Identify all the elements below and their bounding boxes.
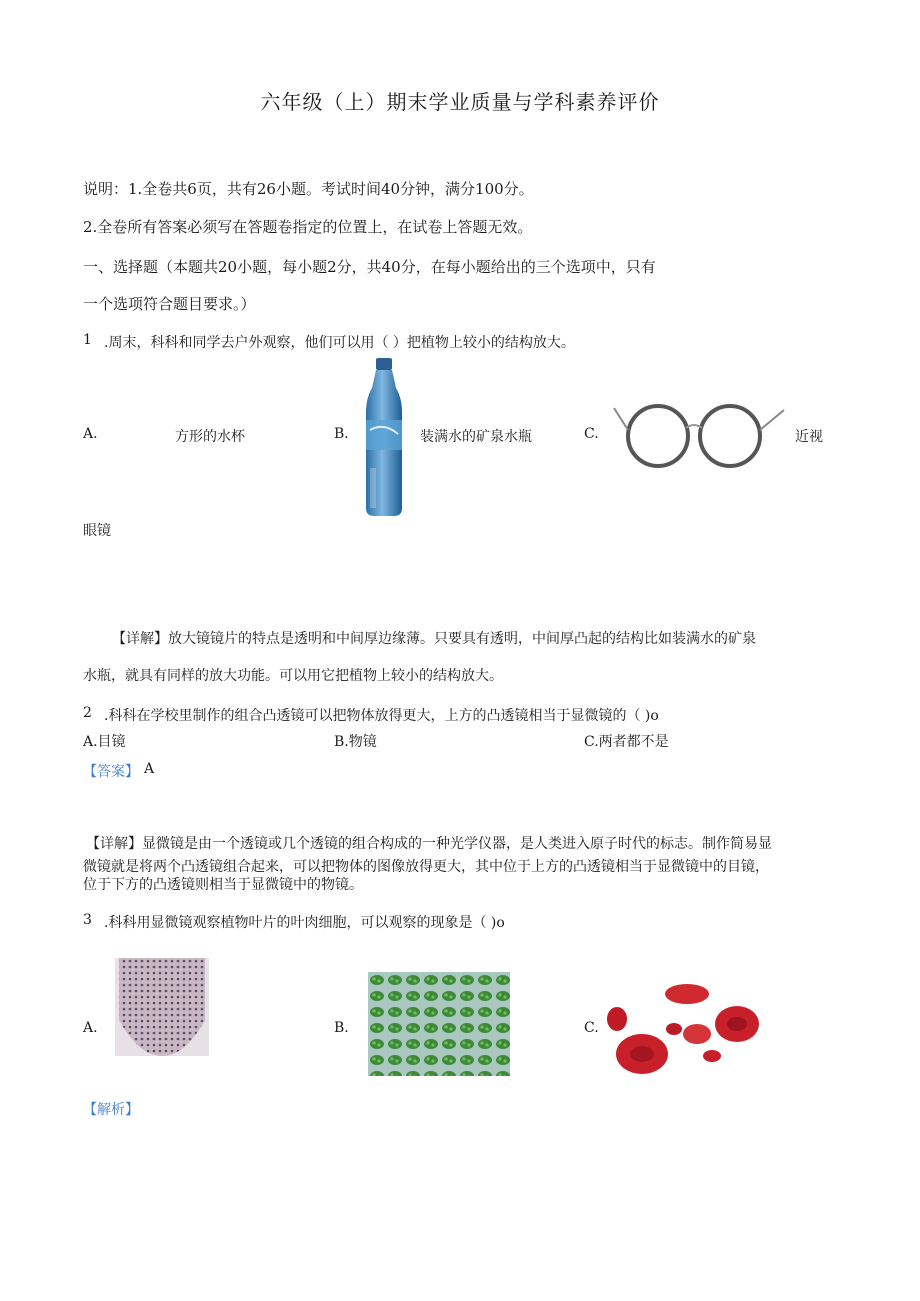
- red-blood-cells-image: [602, 984, 764, 1084]
- section-heading-line-1: 一、选择题（本题共20小题，每小题2分，共40分，在每小题给出的三个选项中，只有: [83, 258, 656, 276]
- glasses-image: [610, 398, 786, 470]
- q1-text: .周末，科科和同学去户外观察，他们可以用（ ）把植物上较小的结构放大。: [104, 335, 575, 351]
- q3-option-a-label: A.: [83, 1020, 98, 1036]
- root-tip-cells-image: [115, 958, 209, 1056]
- q1-option-a-label: A.: [83, 426, 98, 442]
- q2-text: .科科在学校里制作的组合凸透镜可以把物体放得更大，上方的凸透镜相当于显微镜的（ )o: [104, 708, 659, 724]
- q2-detail-line-2: 微镜就是将两个凸透镜组合起来，可以把物体的图像放得更大，其中位于上方的凸透镜相当于显微镜中的目镜，: [83, 859, 769, 875]
- q2-option-b: B.物镜: [334, 734, 377, 750]
- q2-detail-line-3: 位于下方的凸透镜则相当于显微镜中的物镜。: [83, 877, 363, 893]
- instruction-line-2: 2.全卷所有答案必须写在答题卷指定的位置上，在试卷上答题无效。: [83, 218, 533, 236]
- q2-answer-label: 【答案】: [83, 764, 139, 780]
- page-title: 六年级（上）期末学业质量与学科素养评价: [260, 90, 660, 114]
- q1-option-b-text: 装满水的矿泉水瓶: [420, 429, 532, 445]
- q3-number: 3: [83, 912, 92, 928]
- q3-option-b-label: B.: [334, 1020, 349, 1036]
- q1-option-c-text-1: 近视: [795, 429, 823, 445]
- q3-option-c-label: C.: [584, 1020, 599, 1036]
- q1-option-b-label: B.: [334, 426, 349, 442]
- q1-option-c-label: C.: [584, 426, 599, 442]
- q3-analysis-label: 【解析】: [83, 1102, 139, 1118]
- instruction-line-1: 说明：1.全卷共6页，共有26小题。考试时间40分钟，满分100分。: [83, 180, 534, 198]
- q2-answer-value: A: [144, 761, 155, 777]
- q2-number: 2: [83, 705, 92, 721]
- water-bottle-image: [358, 358, 410, 518]
- q1-detail-line-2: 水瓶，就具有同样的放大功能。可以用它把植物上较小的结构放大。: [83, 668, 503, 684]
- q1-option-c-text-2: 眼镜: [83, 523, 111, 539]
- q3-text: .科科用显微镜观察植物叶片的叶肉细胞，可以观察的现象是（ )o: [104, 915, 505, 931]
- q2-option-a: A.目镜: [83, 734, 126, 750]
- q1-option-a-text: 方形的水杯: [175, 429, 245, 445]
- q1-detail-line-1: 【详解】放大镜镜片的特点是透明和中间厚边缘薄。只要具有透明，中间厚凸起的结构比如装满水的矿泉: [112, 631, 756, 647]
- section-heading-line-2: 一个选项符合题目要求。）: [83, 295, 256, 313]
- q1-number: 1: [83, 332, 92, 348]
- q2-option-c: C.两者都不是: [584, 734, 669, 750]
- leaf-cells-image: [368, 972, 510, 1076]
- q2-detail-line-1: 【详解】显微镜是由一个透镜或几个透镜的组合构成的一种光学仪器，是人类进入原子时代的标志。制作简易显: [86, 836, 772, 852]
